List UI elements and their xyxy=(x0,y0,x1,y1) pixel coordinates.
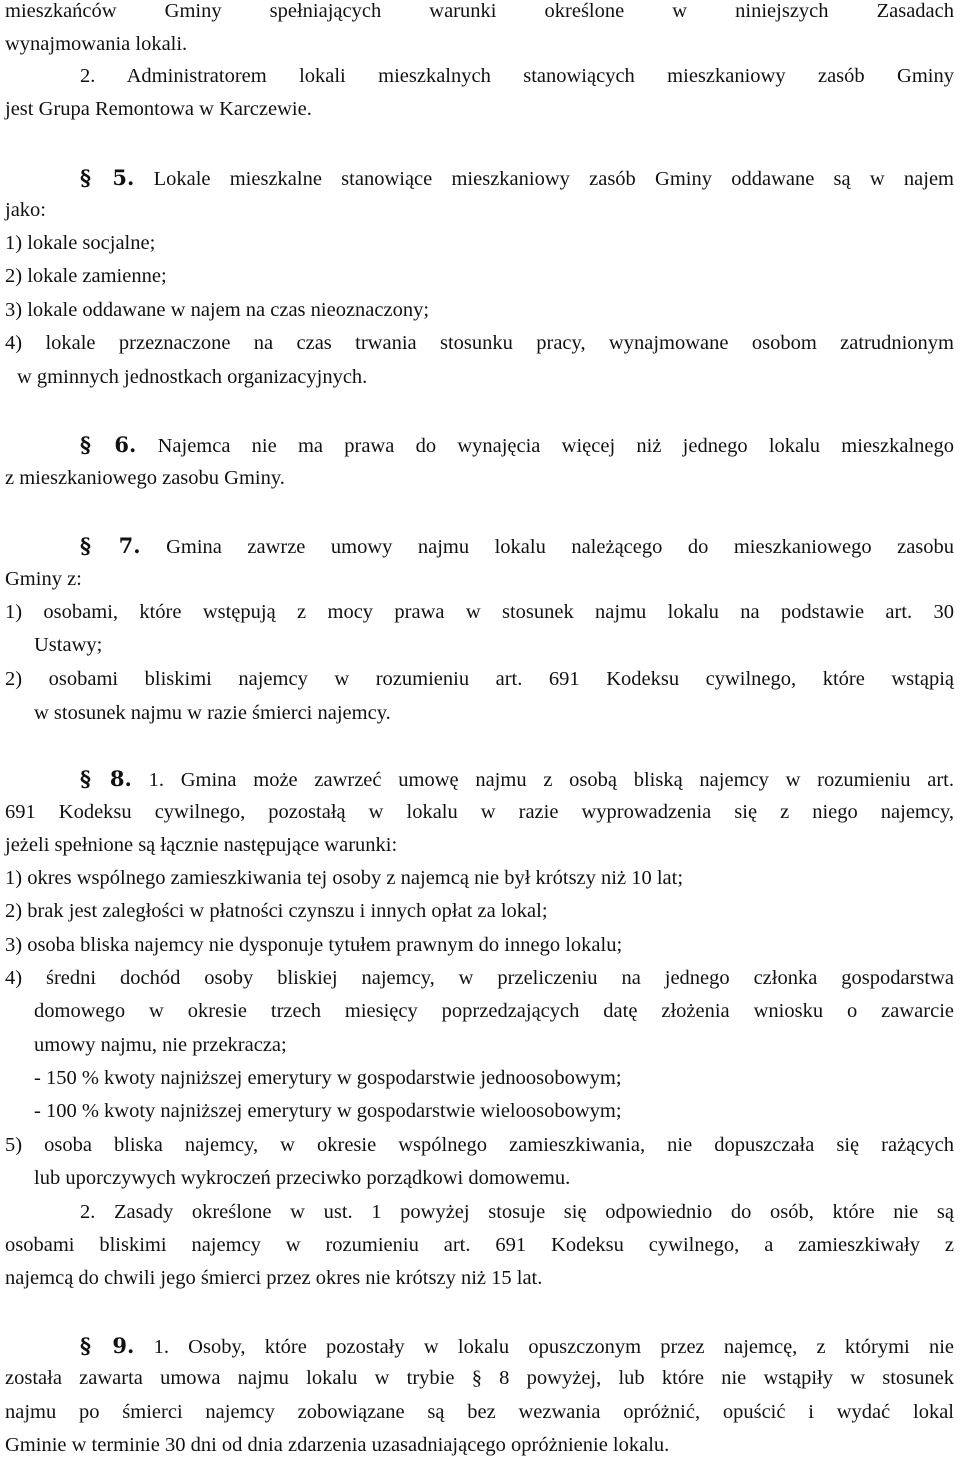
section-9-heading xyxy=(80,1329,954,1362)
section-text: 1. Osoby, które pozostały w lokalu opuszczonym przez najemcę, z którymi nie xyxy=(153,1336,955,1358)
paragraph-line: Gminy z: xyxy=(5,568,82,590)
paragraph-line: jeżeli spełnione są łącznie następujące warunki: xyxy=(5,834,398,856)
paragraph-line: jako: xyxy=(5,199,46,221)
section-text: Najemca nie ma prawa do wynajęcia więcej niż jednego lokalu mieszkalnego xyxy=(157,435,955,457)
section-7-heading xyxy=(80,529,954,562)
sub-list-item: - 150 % kwoty najniższej emerytury w gospodarstwie jednoosobowym; xyxy=(34,1067,622,1089)
section-number: § 7. xyxy=(80,533,141,558)
list-item-continuation: w stosunek najmu w razie śmierci najemcy. xyxy=(34,702,391,724)
section-8-heading xyxy=(80,762,954,795)
list-item-continuation: Ustawy; xyxy=(34,634,103,656)
list-item: 5) osoba bliska najemcy, w okresie wspólnego zamieszkiwania, nie dopuszczała się rażących xyxy=(5,1134,954,1156)
section-text: 1. Gmina może zawrzeć umowę najmu z osobą bliską najemcy w rozumieniu art. xyxy=(148,769,955,791)
paragraph-line: została zawarta umowa najmu lokalu w trybie § 8 powyżej, lub które nie wstąpiły w stosunek xyxy=(5,1367,954,1389)
list-item: 2) brak jest zaległości w płatności czynszu i innych opłat za lokal; xyxy=(5,900,548,922)
list-item-continuation: umowy najmu, nie przekracza; xyxy=(34,1034,287,1056)
section-5-heading xyxy=(80,161,954,194)
list-item-continuation: w gminnych jednostkach organizacyjnych. xyxy=(17,366,368,388)
list-item: 1) okres wspólnego zamieszkiwania tej osoby z najemcą nie był krótszy niż 10 lat; xyxy=(5,867,684,889)
paragraph-line: mieszkańców Gminy spełniających warunki określone w niniejszych Zasadach xyxy=(5,0,954,22)
list-item: 4) średni dochód osoby bliskiej najemcy, w przeliczeniu na jednego członka gospodarstwa xyxy=(5,967,954,989)
list-item: 2) lokale zamienne; xyxy=(5,265,167,287)
paragraph-line: jest Grupa Remontowa w Karczewie. xyxy=(5,98,312,120)
list-item: 2) osobami bliskimi najemcy w rozumieniu art. 691 Kodeksu cywilnego, które wstąpią xyxy=(5,668,954,690)
paragraph-line: 691 Kodeksu cywilnego, pozostałą w lokalu w razie wyprowadzenia się z niego najemcy, xyxy=(5,801,954,823)
list-item: 4) lokale przeznaczone na czas trwania stosunku pracy, wynajmowane osobom zatrudnionym xyxy=(5,332,954,354)
list-item-continuation: lub uporczywych wykroczeń przeciwko porządkowi domowemu. xyxy=(34,1167,571,1189)
section-text: Lokale mieszkalne stanowiące mieszkaniowy zasób Gminy oddawane są w najem xyxy=(153,168,955,190)
paragraph-line: z mieszkaniowego zasobu Gminy. xyxy=(5,467,285,489)
list-item: 3) lokale oddawane w najem na czas nieoznaczony; xyxy=(5,299,430,321)
paragraph-line: Gminie w terminie 30 dni od dnia zdarzenia uzasadniającego opróżnienie lokalu. xyxy=(5,1434,670,1456)
list-item: 1) lokale socjalne; xyxy=(5,232,156,254)
paragraph-line: 2. Administratorem lokali mieszkalnych stanowiących mieszkaniowy zasób Gminy xyxy=(80,65,954,87)
paragraph-line: najemcą do chwili jego śmierci przez okres nie krótszy niż 15 lat. xyxy=(5,1267,543,1289)
section-6-heading xyxy=(80,428,954,461)
list-item: 3) osoba bliska najemcy nie dysponuje tytułem prawnym do innego lokalu; xyxy=(5,934,623,956)
section-number: § 5. xyxy=(80,165,135,190)
paragraph-line: osobami bliskimi najemcy w rozumieniu art. 691 Kodeksu cywilnego, a zamieszkiwały z xyxy=(5,1234,954,1256)
section-number: § 8. xyxy=(80,766,132,791)
section-number: § 6. xyxy=(80,432,137,457)
paragraph-line: 2. Zasady określone w ust. 1 powyżej stosuje się odpowiednio do osób, które nie są xyxy=(80,1201,954,1223)
section-number: § 9. xyxy=(80,1333,135,1358)
section-text: Gmina zawrze umowy najmu lokalu należącego do mieszkaniowego zasobu xyxy=(166,536,955,558)
list-item-continuation: domowego w okresie trzech miesięcy poprzedzających datę złożenia wniosku o zawarcie xyxy=(34,1000,954,1022)
sub-list-item: - 100 % kwoty najniższej emerytury w gospodarstwie wieloosobowym; xyxy=(34,1100,622,1122)
paragraph-line: najmu po śmierci najemcy zobowiązane są bez wezwania opróżnić, opuścić i wydać lokal xyxy=(5,1401,954,1423)
paragraph-line: wynajmowania lokali. xyxy=(5,33,188,55)
list-item: 1) osobami, które wstępują z mocy prawa w stosunek najmu lokalu na podstawie art. 30 xyxy=(5,601,954,623)
